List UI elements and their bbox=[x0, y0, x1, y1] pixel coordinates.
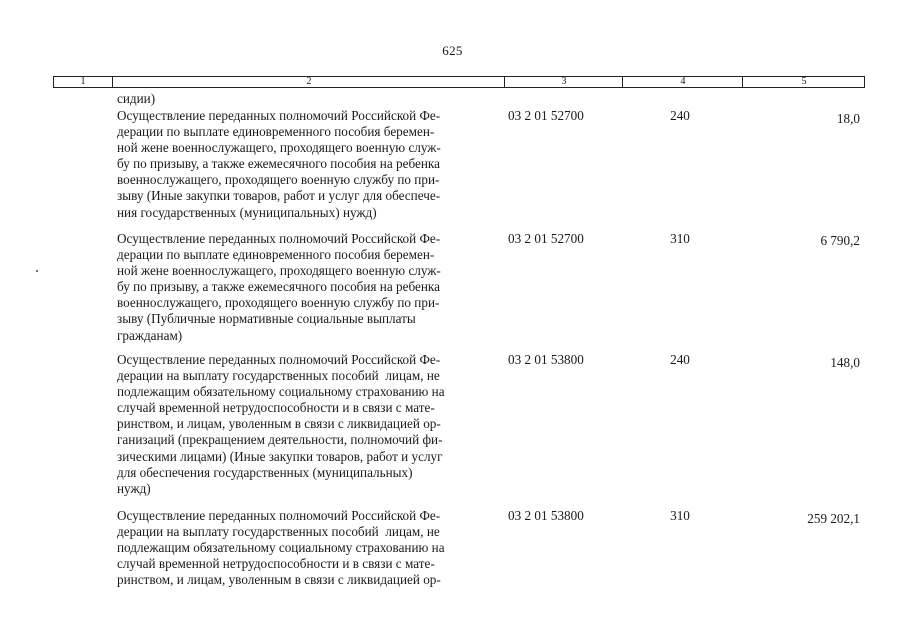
row-3-amount: 148,0 bbox=[830, 355, 860, 370]
row-3-code: 03 2 01 53800 bbox=[508, 352, 584, 367]
scan-speck bbox=[36, 270, 38, 272]
row-1-description: Осуществление переданных полномочий Российской Фе- дерации по выплате единовременного пособия беремен- ной жене военнослужащего, проходящего военную служ- бу по призыву, а также ежемесячного пособия на ребенка военнослужащего, проходящего военную службу по при- зыву (Иные закупки товаров, работ и услуг для обеспече- ния государственных (муниципальных) нужд) bbox=[117, 108, 441, 220]
header-col-3: 3 bbox=[504, 77, 623, 87]
row-2-description: Осуществление переданных полномочий Российской Фе- дерации по выплате единовременного пособия беремен- ной жене военнослужащего, проходящего военную служ- бу по призыву, а также ежемесячного пособия на ребенка военнослужащего, проходящего военную службу по при- зыву (Публичные нормативные социальные выплаты гражданам) bbox=[117, 231, 441, 343]
row-2-type: 310 bbox=[670, 231, 690, 246]
row-4-type: 310 bbox=[670, 508, 690, 523]
row-3-description: Осуществление переданных полномочий Российской Фе- дерации на выплату государственных пособий лицам, не подлежащим обязательному социальному страхованию на случай временной нетрудоспособности и в связи с мате- ринством, и лицам, уволенным в связи с ликвидацией ор- ганизаций (прекращением деятельности, полномочий фи- зическими лицами) (Иные закупки товаров, работ и услуг для обеспечения государственных (муниципальных) нужд) bbox=[117, 352, 445, 496]
row-4-code: 03 2 01 53800 bbox=[508, 508, 584, 523]
row-1-amount: 18,0 bbox=[836, 111, 860, 126]
row-3-type: 240 bbox=[670, 352, 690, 367]
row-4-description: Осуществление переданных полномочий Российской Фе- дерации на выплату государственных пособий лицам, не подлежащим обязательному социальному страхованию на случай временной нетрудоспособности и в связи с мате- ринством, и лицам, уволенным в связи с ликвидацией ор- bbox=[117, 508, 445, 588]
header-col-5: 5 bbox=[742, 77, 865, 87]
row-2-code: 03 2 01 52700 bbox=[508, 231, 584, 246]
table-header-row bbox=[53, 76, 865, 88]
row-1-code: 03 2 01 52700 bbox=[508, 108, 584, 123]
row-1-type: 240 bbox=[670, 108, 690, 123]
header-col-4: 4 bbox=[622, 77, 743, 87]
header-col-2: 2 bbox=[112, 77, 505, 87]
row-4-amount: 259 202,1 bbox=[807, 511, 860, 526]
page-number: 625 bbox=[442, 43, 463, 58]
header-col-1: 1 bbox=[80, 76, 86, 87]
continuation-text: сидии) bbox=[117, 91, 156, 106]
row-2-amount: 6 790,2 bbox=[820, 233, 860, 248]
